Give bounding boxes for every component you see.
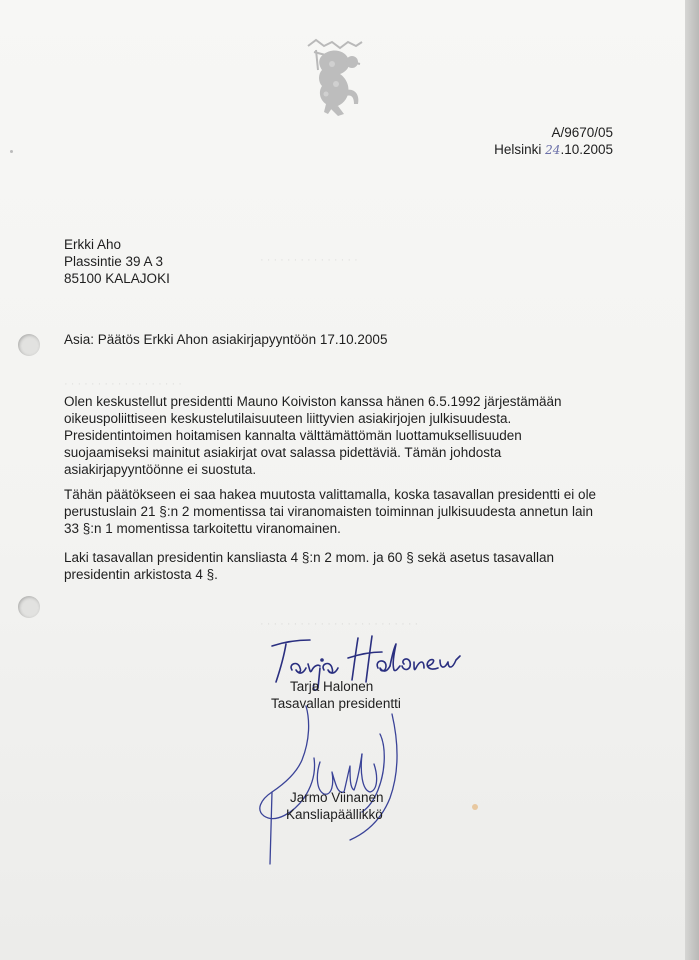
paragraph-line: Olen keskustellut presidentti Mauno Koiviston kanssa hänen 6.5.1992 järjestämään [64, 394, 562, 409]
ghost-text: · · · · · · · · · · · · · · · [260, 254, 358, 266]
paragraph-line: Presidentintoimen hoitamisen kannalta välttämättömän luottamuksellisuuden [64, 428, 522, 443]
recipient-postal: 85100 KALAJOKI [64, 271, 170, 286]
letter-date [494, 141, 613, 159]
reference-number: A/9670/05 [551, 125, 613, 140]
paragraph-line: asiakirjapyyntöönne ei suostuta. [64, 462, 257, 477]
signature-jarmo-viinanen [250, 700, 420, 865]
paragraph-line: perustuslain 21 §:n 2 momentissa tai viranomaisten toiminnan julkisuudesta annetun lain [64, 504, 594, 519]
date-month-year: .10.2005 [560, 142, 613, 157]
paragraph-line: 33 §:n 1 momentissa tarkoitettu viranomainen. [64, 521, 341, 536]
signatory1-name: Tarja Halonen [290, 679, 374, 694]
paragraph-line: oikeuspoliittiseen keskustelutilaisuuteen liittyvien asiakirjojen julkisuudesta. [64, 411, 512, 426]
punch-hole [18, 334, 40, 356]
signatory2-name: Jarmo Viinanen [290, 790, 384, 805]
page-edge [685, 0, 699, 960]
ghost-text: · · · · · · · · · · · · · · · · · · [64, 378, 182, 390]
paragraph-line: Tähän päätökseen ei saa hakea muutosta valittamalla, koska tasavallan presidentti ei ole [64, 487, 597, 502]
paragraph-line: presidentin arkistosta 4 §. [64, 567, 218, 582]
punch-hole [18, 596, 40, 618]
paragraph-line: suojaamiseksi mainitut asiakirjat ovat salassa pidettäviä. Tämän johdosta [64, 445, 502, 460]
recipient-name: Erkki Aho [64, 237, 122, 252]
coat-of-arms-lion-icon [302, 34, 370, 118]
signatory1-title: Tasavallan presidentti [271, 696, 401, 711]
body-paragraph-2 [64, 486, 624, 537]
date-day-handwritten: 24 [545, 143, 561, 157]
body-paragraph-3 [64, 549, 624, 583]
ghost-text: · · · · · · · · · · · · · · · · · · · · · · · · [260, 618, 419, 630]
paper-speck [10, 150, 13, 153]
paper-speck [472, 804, 478, 810]
signatory2-title: Kansliapäällikkö [286, 807, 383, 822]
recipient-street: Plassintie 39 A 3 [64, 254, 164, 269]
body-paragraph-1 [64, 393, 624, 478]
paragraph-line: Laki tasavallan presidentin kansliasta 4 §:n 2 mom. ja 60 § sekä asetus tasavallan [64, 550, 555, 565]
subject-line: Asia: Päätös Erkki Ahon asiakirjapyyntöön 17.10.2005 [64, 332, 388, 347]
date-city: Helsinki [494, 142, 542, 157]
